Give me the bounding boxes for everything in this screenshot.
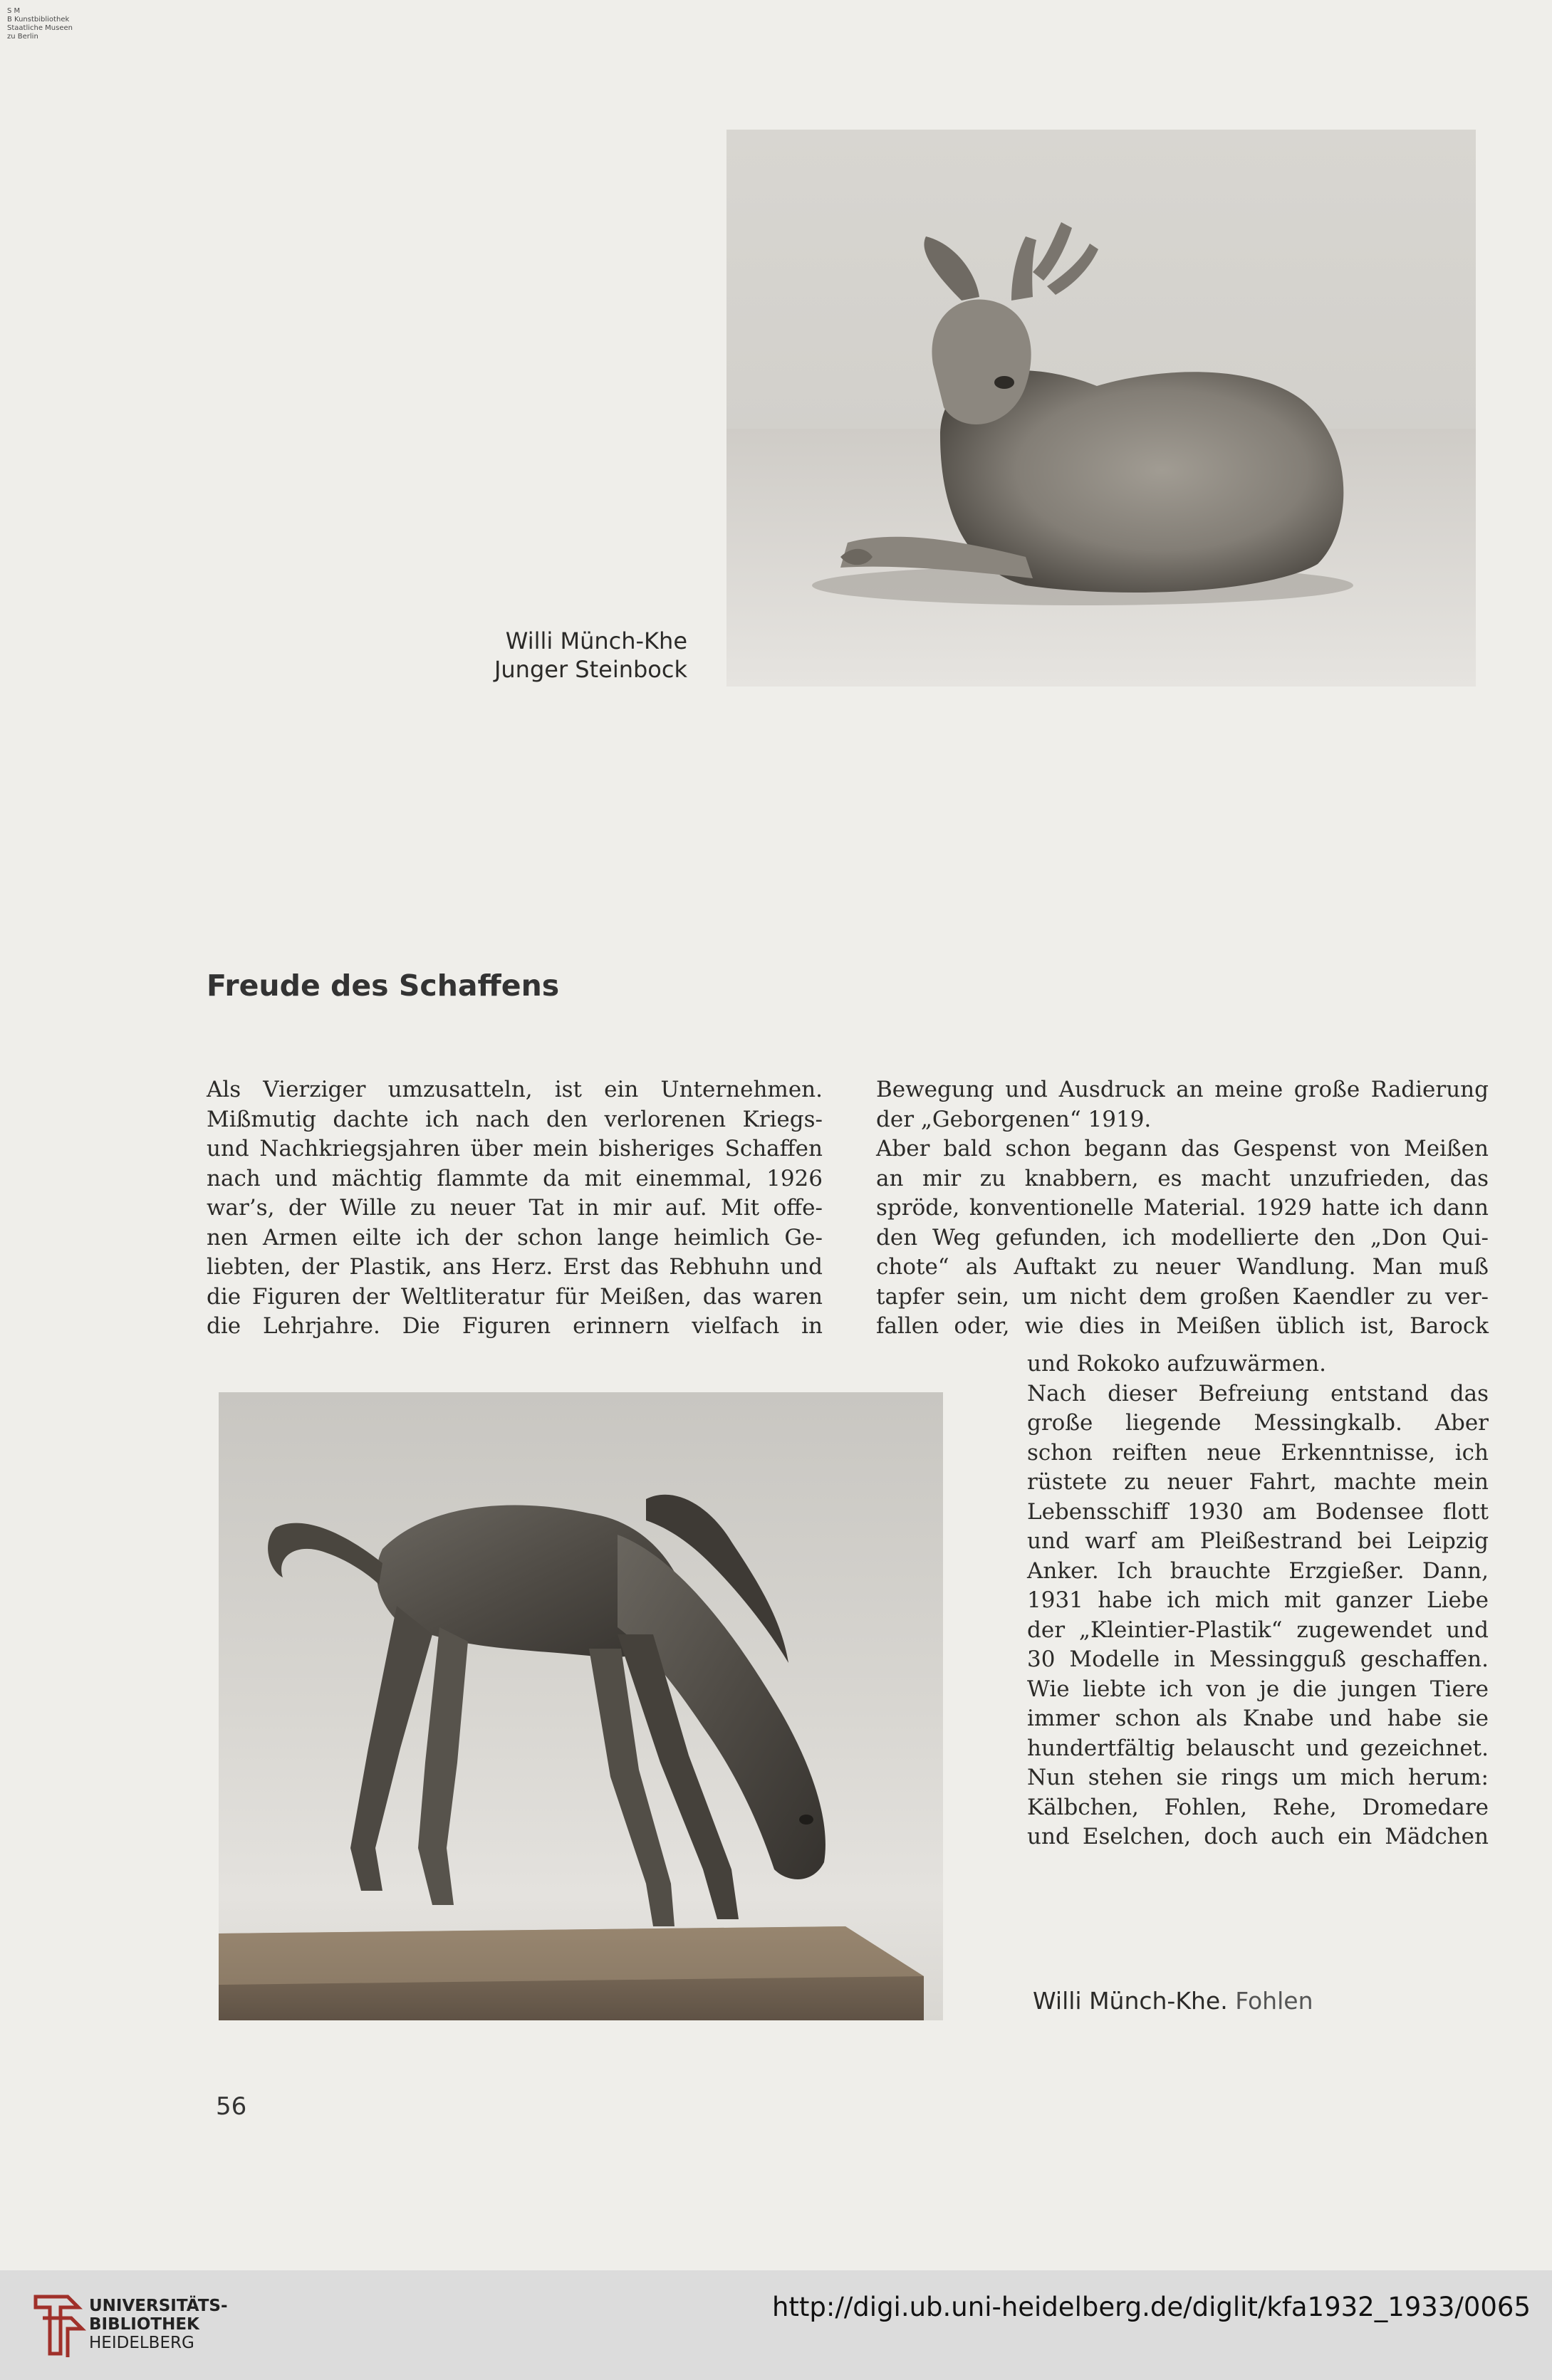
text-line: Kälbchen, Fohlen, Rehe, Dromedare	[1027, 1794, 1489, 1820]
text-line: tapfer sein, um nicht dem großen Kaendler zu ver-	[876, 1283, 1489, 1310]
body-column-left	[207, 1075, 823, 1342]
text-line: Mißmutig dachte ich nach den verlorenen Kriegs-	[207, 1106, 823, 1132]
text-line: immer schon als Knabe und habe sie	[1027, 1706, 1489, 1731]
text-line: spröde, konventionelle Material. 1929 hatte ich dann	[876, 1195, 1489, 1221]
figure-caption-steinbock	[427, 627, 687, 684]
text-line: an mir zu knabbern, es macht unzufrieden, das	[876, 1165, 1489, 1191]
text-line: chote“ als Auftakt zu neuer Wandlung. Man muß	[876, 1254, 1489, 1280]
text-line: hundertfältig belauscht und gezeichnet.	[1027, 1735, 1489, 1761]
permalink-url[interactable]: http://digi.ub.uni-heidelberg.de/diglit/kfa1932_1933/0065	[771, 2292, 1531, 2322]
text-line: liebten, der Plastik, ans Herz. Erst das Rebhuhn und	[207, 1254, 823, 1280]
library-name-line: BIBLIOTHEK	[89, 2315, 199, 2334]
text-line: fallen oder, wie dies in Meißen üblich ist, Barock	[876, 1313, 1489, 1339]
text-line: 30 Modelle in Messingguß geschaffen.	[1027, 1646, 1489, 1672]
text-line: und warf am Pleißestrand bei Leipzig	[1027, 1528, 1489, 1554]
text-line: Wie liebte ich von je die jungen Tiere	[1027, 1676, 1489, 1702]
text-line: und Nachkriegsjahren über mein bisheriges Schaffen	[207, 1136, 823, 1162]
university-library-logo-icon	[28, 2286, 89, 2364]
text-line: Als Vierziger umzusatteln, ist ein Unternehmen.	[207, 1077, 823, 1102]
library-stamp	[7, 7, 121, 41]
text-line: rüstete zu neuer Fahrt, machte mein	[1027, 1469, 1489, 1495]
text-line: Nach dieser Befreiung entstand das	[1027, 1380, 1489, 1406]
text-line: war’s, der Wille zu neuer Tat in mir auf. Mit offe-	[207, 1195, 823, 1221]
caption-title: Junger Steinbock	[494, 656, 687, 683]
text-line: und Rokoko aufzuwärmen.	[1027, 1351, 1326, 1377]
stamp-line: zu Berlin	[7, 33, 38, 41]
text-line: die Lehrjahre. Die Figuren erinnern vielfach in	[207, 1313, 823, 1339]
stamp-line: S M	[7, 7, 21, 15]
footer-bar	[0, 2270, 1552, 2380]
text-line: 1931 habe ich mich mit ganzer Liebe	[1027, 1587, 1489, 1613]
caption-artist: Willi Münch-Khe.	[1033, 1987, 1228, 2015]
text-line: der „Kleintier-Plastik“ zugewendet und	[1027, 1617, 1489, 1643]
text-line: Anker. Ich brauchte Erzgießer. Dann,	[1027, 1557, 1489, 1584]
text-line: Lebensschiff 1930 am Bodensee flott	[1027, 1498, 1489, 1525]
text-line: den Weg gefunden, ich modellierte den „Don Qui-	[876, 1224, 1489, 1251]
fohlen-photo	[219, 1392, 943, 2020]
library-name-line: HEIDELBERG	[89, 2334, 194, 2352]
caption-artist: Willi Münch-Khe	[505, 627, 687, 654]
text-line: nach und mächtig flammte da mit einemmal, 1926	[207, 1165, 823, 1191]
library-name-line: UNIVERSITÄTS-	[89, 2297, 228, 2315]
library-name	[89, 2297, 228, 2352]
text-line: schon reiften neue Erkenntnisse, ich	[1027, 1439, 1489, 1466]
stamp-line: Staatliche Museen	[7, 24, 73, 32]
text-line: der „Geborgenen“ 1919.	[876, 1106, 1152, 1132]
page-number: 56	[216, 2092, 247, 2121]
text-line: Nun stehen sie rings um mich herum:	[1027, 1765, 1489, 1790]
text-line: und Eselchen, doch auch ein Mädchen	[1027, 1824, 1489, 1849]
caption-title: Fohlen	[1235, 1987, 1313, 2015]
figure-caption-fohlen	[1033, 1987, 1313, 2015]
article-heading: Freude des Schaffens	[207, 969, 560, 1003]
body-column-right-top	[876, 1075, 1489, 1342]
text-line: Bewegung und Ausdruck an meine große Radierung	[876, 1077, 1489, 1102]
fohlen-sculpture-image	[219, 1392, 943, 2020]
body-column-right-bottom	[1027, 1350, 1489, 1852]
steinbock-sculpture-image	[726, 130, 1476, 687]
steinbock-photo	[726, 130, 1476, 687]
text-line: große liegende Messingkalb. Aber	[1027, 1410, 1489, 1436]
text-line: die Figuren der Weltliteratur für Meißen, das waren	[207, 1283, 823, 1310]
text-line: nen Armen eilte ich der schon lange heimlich Ge-	[207, 1224, 823, 1251]
stamp-line: B Kunstbibliothek	[7, 16, 70, 24]
text-line: Aber bald schon begann das Gespenst von Meißen	[876, 1136, 1489, 1162]
